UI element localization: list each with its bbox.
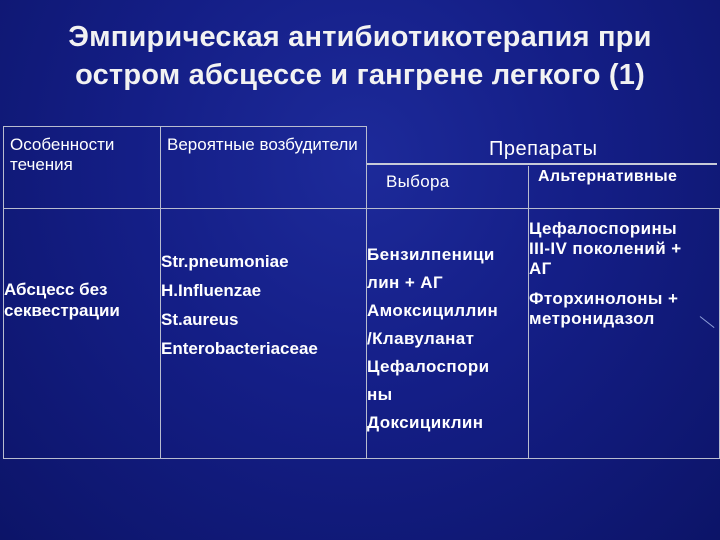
choice-item: ны: [367, 385, 393, 404]
cell-course: [4, 209, 161, 459]
page-title: [20, 18, 700, 94]
header-pathogens-text: Вероятные возбудители: [167, 135, 358, 154]
choice-item: Цефалоспори: [367, 357, 490, 376]
title-line-1: Эмпирическая антибиотикотерапия при: [68, 21, 652, 53]
header-course: [4, 127, 161, 209]
cell-alternative: [529, 209, 720, 459]
cell-course-text: Абсцесс без секвестрации: [4, 280, 120, 320]
choice-item: Амоксициллин: [367, 301, 499, 320]
choice-item: /Клавуланат: [367, 329, 475, 348]
subheader-bottom-border: [367, 208, 717, 209]
header-pathogens: [161, 127, 367, 209]
cell-pathogens: [161, 209, 367, 459]
choice-item: Бензилпеници: [367, 245, 495, 264]
header-course-text: Особенности течения: [10, 135, 115, 174]
alternative-item: АГ: [529, 259, 552, 278]
alternative-item: Фторхинолоны +: [529, 289, 679, 308]
subheader-alternative: Альтернативные: [538, 168, 678, 185]
cell-choice: [367, 209, 529, 459]
alternative-item: Цефалоспорины: [529, 219, 678, 238]
alternative-item: метронидазол: [529, 309, 655, 328]
subheader-choice: Выбора: [386, 172, 450, 191]
subheader-divider: [528, 166, 529, 208]
pathogen-item: St.aureus: [161, 310, 239, 329]
title-line-2: остром абсцессе и гангрене легкого (1): [75, 59, 645, 91]
alternative-item: III-IV поколений +: [529, 239, 682, 258]
choice-item: Доксициклин: [367, 413, 484, 432]
choice-item: лин + АГ: [367, 273, 444, 292]
pathogen-item: Enterobacteriaceae: [161, 339, 318, 358]
drugs-divider: [367, 163, 717, 165]
pathogen-item: Str.pneumoniae: [161, 252, 289, 271]
header-drugs-text: Препараты: [489, 137, 598, 160]
pathogen-item: H.Influenzae: [161, 281, 262, 300]
